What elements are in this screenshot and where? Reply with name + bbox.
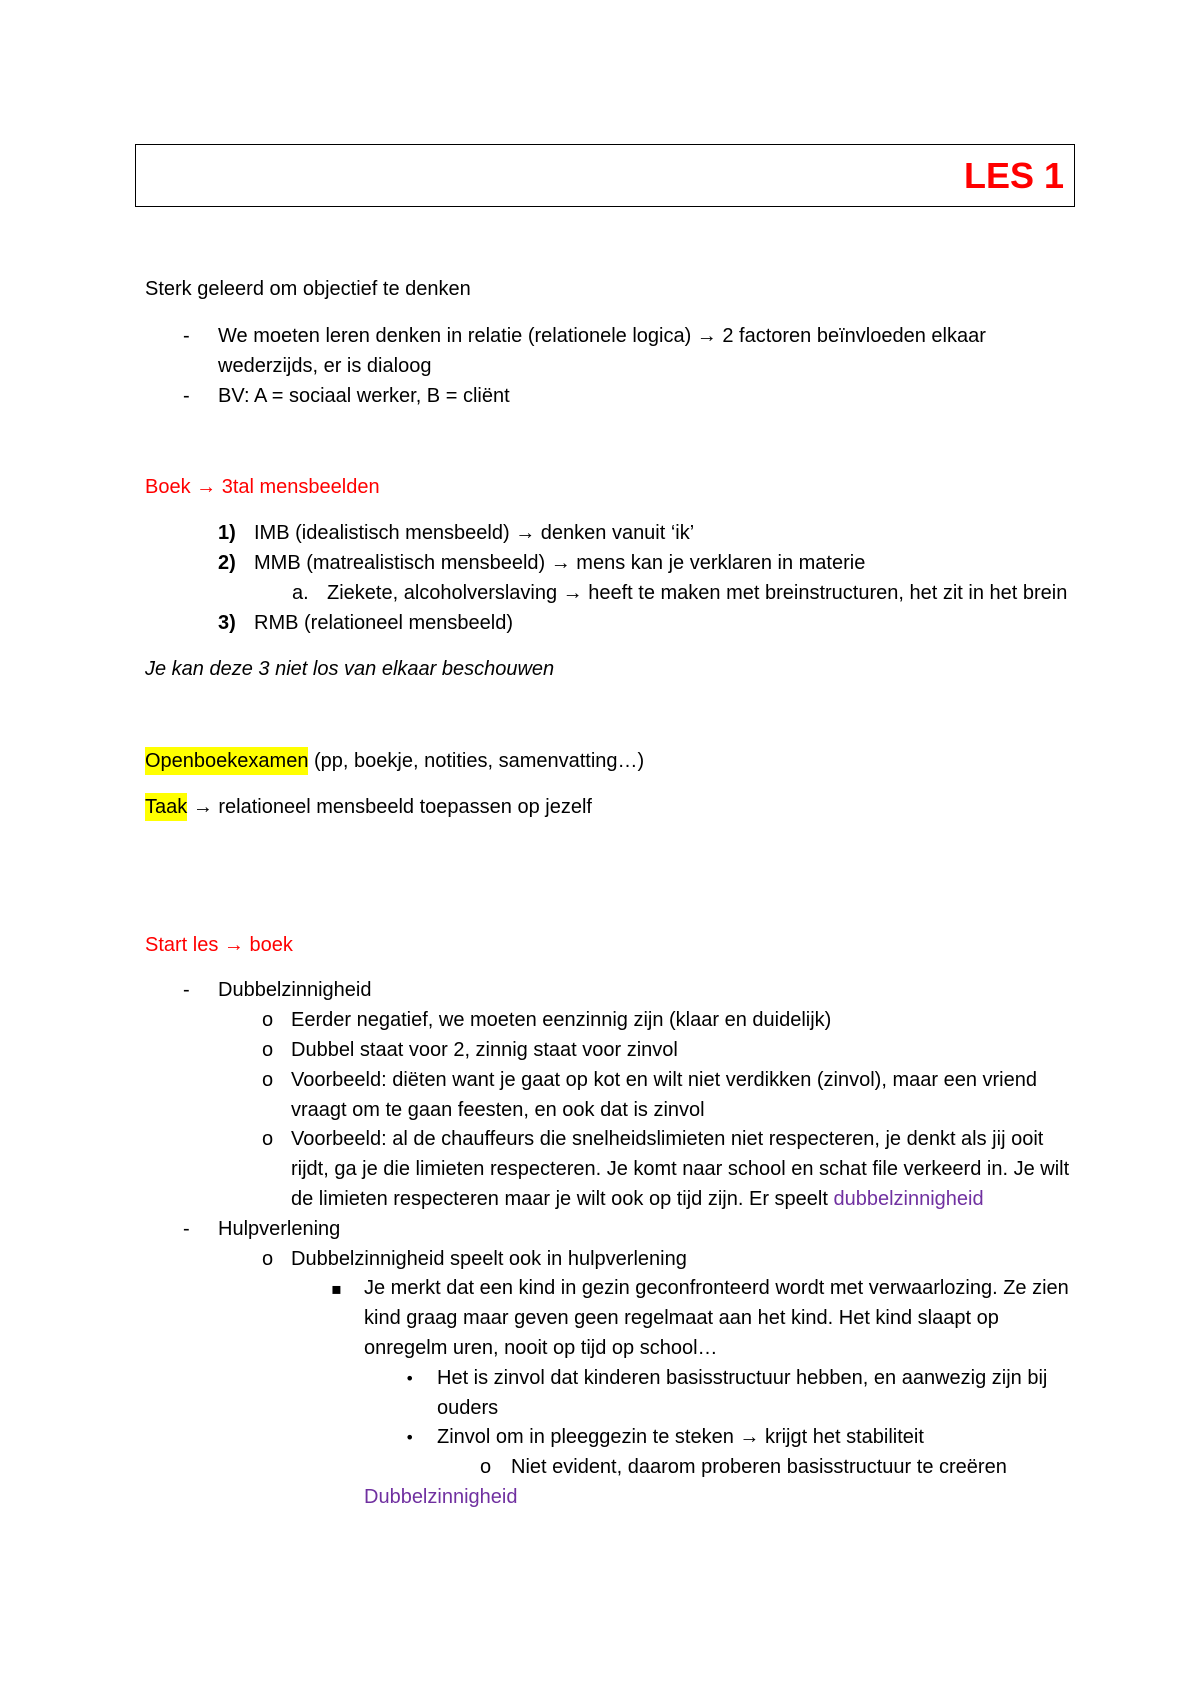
note-paragraph: Je kan deze 3 niet los van elkaar beschouwen — [145, 658, 555, 681]
list-item-text: We moeten leren denken in relatie (relationele logica) → 2 factoren beïnvloeden elkaar wederzijds, er is dialoog — [218, 325, 986, 378]
numbered-item-text: RMB (relationeel mensbeeld) — [254, 611, 514, 634]
deep-sub-list-item-text: Niet evident, daarom proberen basisstructuur te creëren — [511, 1456, 1007, 1479]
circle-bullet: o — [262, 1247, 274, 1270]
sub-list-item-text: Voorbeeld: diëten want je gaat op kot en wilt niet verdikken (zinvol), maar een vriend vraagt om te gaan feesten, en ook dat is zinvol — [291, 1068, 1037, 1121]
intro-list — [0, 322, 1200, 411]
task-text: → relationeel mensbeeld toepassen op jezelf — [192, 795, 592, 818]
sub-list-item — [0, 1125, 1200, 1214]
numbered-list — [0, 519, 1200, 638]
square-list-item-text: Je merkt dat een kind in gezin geconfronteerd wordt met verwaarlozing. Ze zien kind graag maar geven geen regelmaat aan het kind. Het kind slaapt op onregelm uren, nooit op tijd op school… — [364, 1277, 1069, 1359]
exam-paragraph — [0, 747, 1200, 777]
dash-bullet: - — [183, 979, 190, 1002]
dot-bullet: • — [405, 1428, 415, 1448]
dash-bullet: - — [183, 384, 190, 407]
dot-list-item — [0, 1423, 1200, 1453]
highlighted-term: Taak — [145, 793, 187, 821]
intro-paragraph: Sterk geleerd om objectief te denken — [145, 278, 471, 300]
sub-list-item — [0, 1066, 1200, 1126]
section-heading-start-les: Start les → boek — [145, 934, 293, 957]
sub-list-item-text: Dubbel staat voor 2, zinnig staat voor zinvol — [291, 1038, 678, 1061]
sub-list-item-text: Eerder negatief, we moeten eenzinnig zijn (klaar en duidelijk) — [291, 1009, 832, 1032]
list-item — [0, 322, 1200, 382]
list-item — [0, 1215, 1200, 1245]
list-item-text: BV: A = sociaal werker, B = cliënt — [218, 384, 510, 407]
dash-bullet: - — [183, 1217, 190, 1240]
page-title: LES 1 — [963, 154, 1064, 196]
dash-bullet: - — [183, 325, 190, 348]
dot-list-item-text: Het is zinvol dat kinderen basisstructuur hebben, en aanwezig zijn bij ouders — [437, 1366, 1048, 1419]
highlighted-term: Openboekexamen — [145, 747, 308, 775]
lettered-item-text: Ziekete, alcoholverslaving → heeft te maken met breinstructuren, het zit in het brein — [327, 582, 1068, 605]
numbered-item-text: MMB (matrealistisch mensbeeld) → mens kan je verklaren in materie — [254, 552, 866, 575]
circle-bullet: o — [480, 1456, 492, 1479]
emphasis-term: dubbelzinnigheid — [833, 1187, 984, 1210]
exam-text: (pp, boekje, notities, samenvatting…) — [314, 750, 645, 773]
emphasis-term: Dubbelzinnigheid — [364, 1485, 518, 1508]
number-marker: 3) — [218, 611, 236, 634]
dot-list-item-text: Zinvol om in pleeggezin te steken → krijgt het stabiliteit — [437, 1426, 924, 1449]
square-list-item — [0, 1274, 1200, 1363]
sub-list-item-text: Voorbeeld: al de chauffeurs die snelheidslimieten niet respecteren, je denkt als jij ooit rijdt, ga je die limieten respecteren. Je komt naar school en schat file verkeerd in. Je wilt de limieten respecteren maar je wilt ook op tijd zijn. Er speelt — [291, 1128, 1070, 1210]
dot-bullet: • — [405, 1368, 415, 1388]
circle-bullet: o — [262, 1128, 274, 1151]
circle-bullet: o — [262, 1068, 274, 1091]
numbered-item-text: IMB (idealistisch mensbeeld) → denken vanuit ‘ik’ — [254, 522, 695, 545]
start-les-list — [0, 976, 1200, 1512]
document-body — [0, 275, 1200, 1513]
sub-list-item — [0, 1036, 1200, 1066]
number-marker: 2) — [218, 552, 236, 575]
list-item-text: Hulpverlening — [218, 1217, 341, 1240]
section-heading-boek: Boek → 3tal mensbeelden — [145, 476, 380, 499]
title-box — [135, 144, 1075, 207]
circle-bullet: o — [262, 1038, 274, 1061]
sub-list-item — [0, 1245, 1200, 1275]
list-item — [0, 382, 1200, 412]
numbered-item — [0, 609, 1200, 639]
square-bullet: ▪ — [331, 1279, 342, 1299]
list-item-text: Dubbelzinnigheid — [218, 979, 372, 1002]
sub-list-item — [0, 1006, 1200, 1036]
deep-sub-list-item — [0, 1453, 1200, 1483]
lettered-item — [0, 579, 1200, 609]
circle-bullet: o — [262, 1009, 274, 1032]
numbered-item — [0, 549, 1200, 579]
dot-list-item — [0, 1364, 1200, 1424]
task-paragraph — [0, 793, 1200, 823]
list-item — [0, 976, 1200, 1006]
letter-marker: a. — [292, 582, 309, 605]
number-marker: 1) — [218, 522, 236, 545]
numbered-item — [0, 519, 1200, 549]
sub-list-item-text: Dubbelzinnigheid speelt ook in hulpverlening — [291, 1247, 687, 1270]
